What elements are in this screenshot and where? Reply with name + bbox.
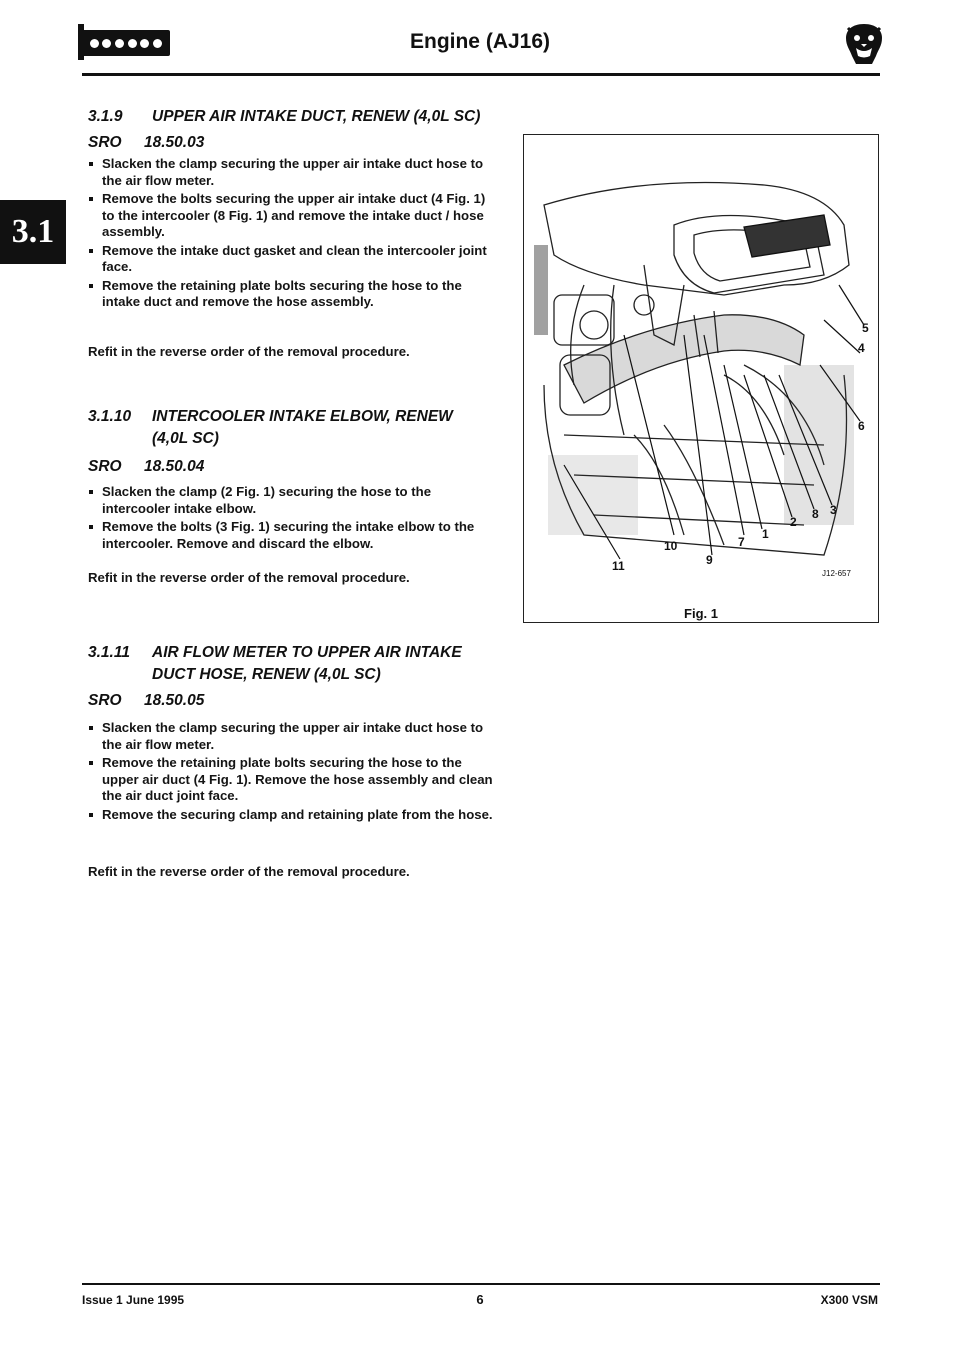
jaguar-head-icon [842, 22, 886, 66]
callout-label: 1 [762, 527, 769, 541]
section-tab: 3.1 [0, 200, 66, 264]
sro-code: 18.50.04 [144, 458, 205, 475]
section-heading [88, 406, 508, 450]
procedure-steps [88, 156, 500, 313]
callout-label: 2 [790, 515, 797, 529]
step-item: Remove the retaining plate bolts securing the hose to the intake duct and remove the hose assembly. [88, 278, 500, 311]
section-title-continued: DUCT HOSE, RENEW (4,0L SC) [152, 666, 381, 683]
refit-note: Refit in the reverse order of the removal procedure. [88, 344, 410, 359]
section-number: 3.1.9 [88, 108, 123, 125]
figure-frame [523, 134, 879, 623]
callout-label: 6 [858, 419, 865, 433]
step-item: Slacken the clamp (2 Fig. 1) securing the hose to the intercooler intake elbow. [88, 484, 500, 517]
footer-rule [82, 1283, 880, 1285]
callout-label: 3 [830, 503, 837, 517]
callout-label: 9 [706, 553, 713, 567]
procedure-steps [88, 720, 500, 825]
issue-date: Issue 1 June 1995 [82, 1293, 185, 1307]
sro-label: SRO [88, 458, 122, 475]
section-number: 3.1.11 [88, 644, 130, 661]
header-rule [82, 73, 880, 76]
manual-code: X300 VSM [820, 1293, 878, 1307]
step-item: Remove the retaining plate bolts securing the hose to the upper air duct (4 Fig. 1). Remove the hose assembly and clean the air duct joint face. [88, 755, 500, 805]
page-title: Engine (AJ16) [409, 30, 551, 53]
engine-illustration [524, 135, 878, 605]
callout-label: 4 [858, 341, 865, 355]
sro-label: SRO [88, 692, 122, 709]
callout-label: 10 [664, 539, 678, 553]
section-title: AIR FLOW METER TO UPPER AIR INTAKE [152, 644, 462, 661]
sro-code: 18.50.03 [144, 134, 205, 151]
sro-label: SRO [88, 134, 122, 151]
section-heading [88, 106, 508, 128]
figure-caption: Fig. 1 [684, 606, 718, 621]
refit-note: Refit in the reverse order of the removal procedure. [88, 864, 410, 879]
page-number: 6 [476, 1292, 484, 1307]
refit-note: Refit in the reverse order of the removal procedure. [88, 570, 410, 585]
sro-line [88, 134, 204, 152]
procedure-steps [88, 484, 500, 554]
step-item: Slacken the clamp securing the upper air intake duct hose to the air flow meter. [88, 156, 500, 189]
step-item: Remove the securing clamp and retaining plate from the hose. [88, 807, 500, 824]
step-item: Remove the bolts (3 Fig. 1) securing the intake elbow to the intercooler. Remove and discard the elbow. [88, 519, 500, 552]
section-title: INTERCOOLER INTAKE ELBOW, RENEW [152, 408, 453, 425]
callout-label: 5 [862, 321, 869, 335]
step-item: Remove the intake duct gasket and clean the intercooler joint face. [88, 243, 500, 276]
step-item: Remove the bolts securing the upper air intake duct (4 Fig. 1) to the intercooler (8 Fig. 1) and remove the intake duct / hose assembly. [88, 191, 500, 241]
section-number: 3.1.10 [88, 408, 132, 425]
sro-code: 18.50.05 [144, 692, 205, 709]
section-title: UPPER AIR INTAKE DUCT, RENEW (4,0L SC) [152, 108, 481, 125]
callout-label: 7 [738, 535, 745, 549]
section-title-continued: (4,0L SC) [152, 430, 219, 447]
sro-line [88, 692, 204, 710]
callout-label: 8 [812, 507, 819, 521]
step-item: Slacken the clamp securing the upper air intake duct hose to the air flow meter. [88, 720, 500, 753]
figure-reference: J12-657 [822, 569, 851, 578]
sro-line [88, 458, 204, 476]
callout-label: 11 [612, 559, 625, 573]
section-heading [88, 642, 508, 686]
